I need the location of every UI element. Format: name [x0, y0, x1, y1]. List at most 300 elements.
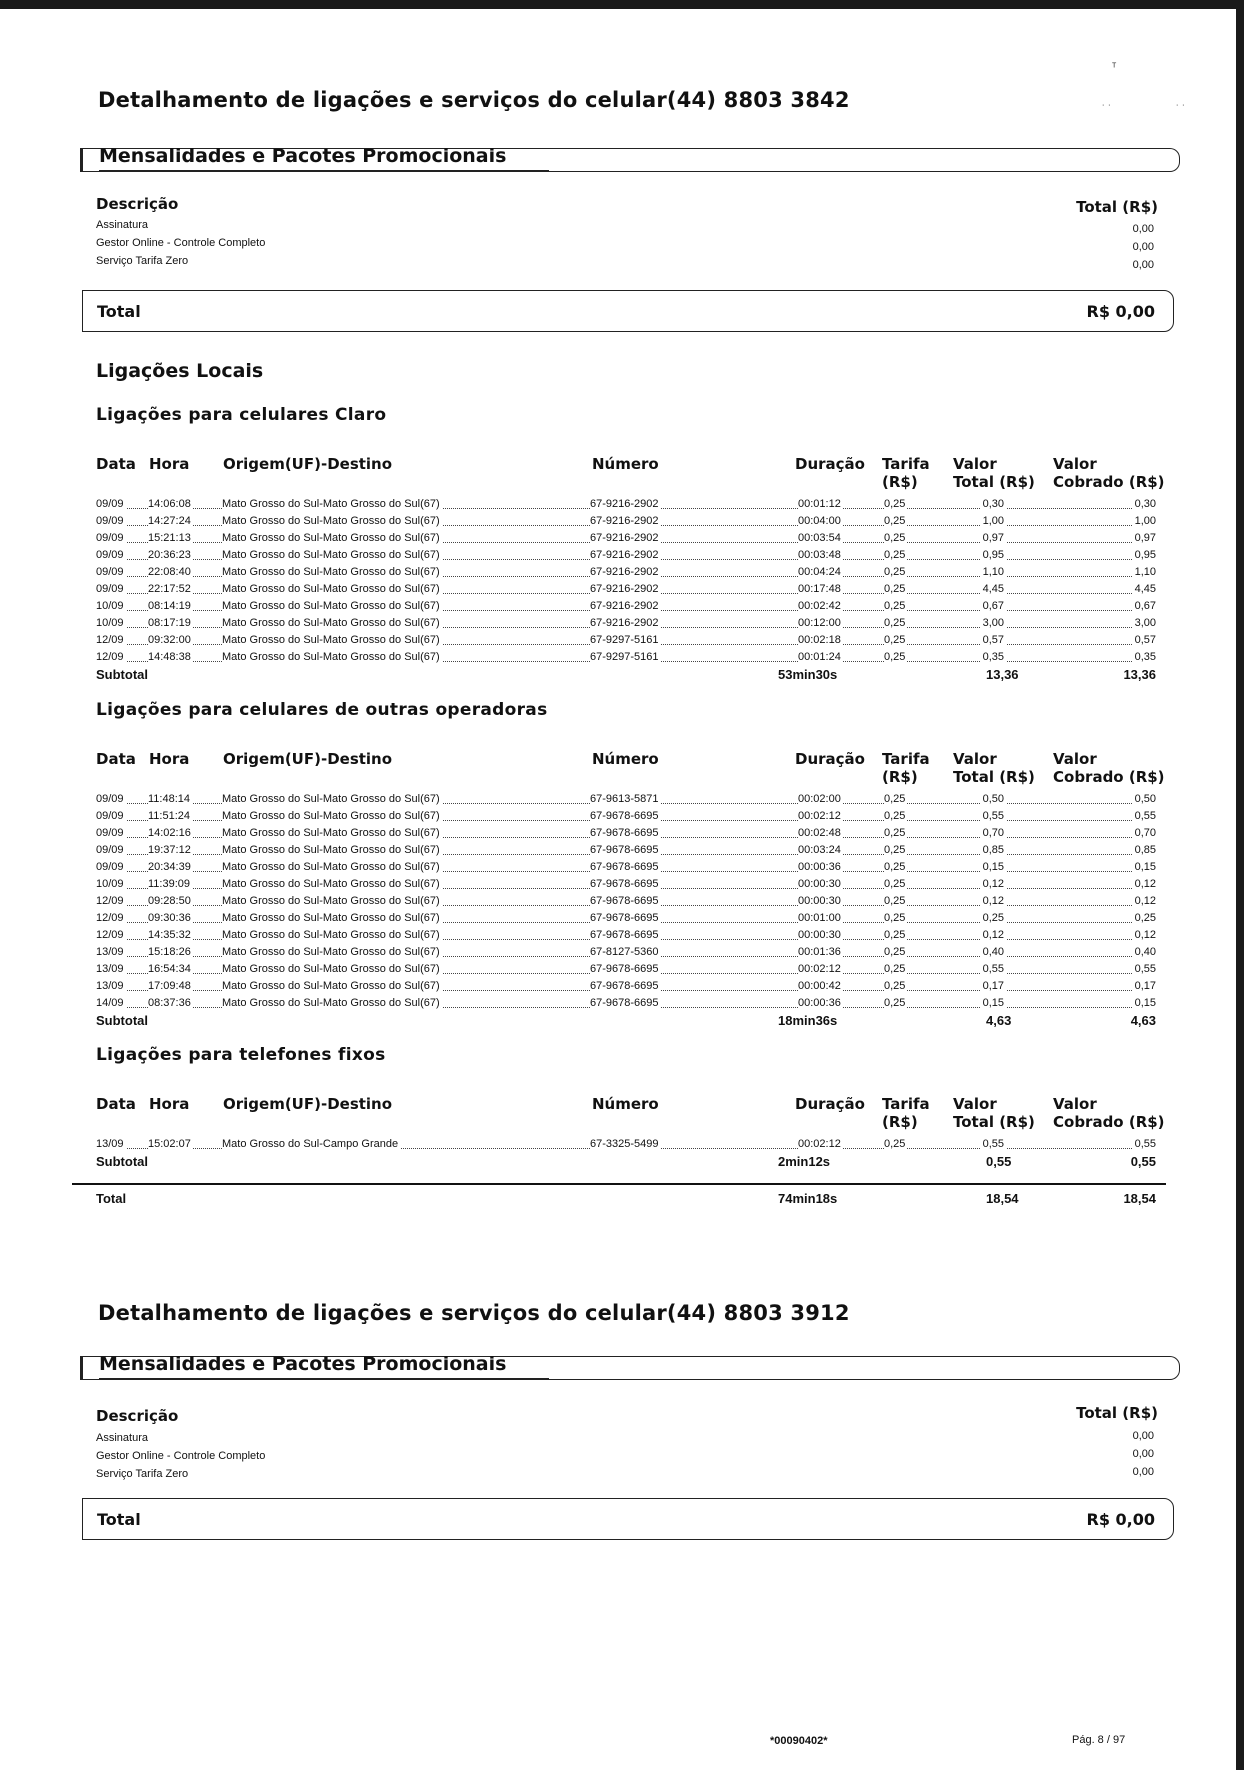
call-number: 67-9216-2902 [590, 615, 661, 632]
call-charged: 0,95 [1133, 547, 1156, 564]
scan-speck: ˙ ˙ [1176, 104, 1186, 115]
call-rate: 0,25 [884, 944, 907, 961]
subtotal-value: 0,55 [986, 1154, 1012, 1169]
call-time: 22:08:40 [148, 564, 193, 581]
call-charged: 0,85 [1133, 842, 1156, 859]
total-label: Total (R$) [1076, 1404, 1158, 1422]
call-row [96, 496, 1156, 513]
call-rate: 0,25 [884, 598, 907, 615]
call-rate: 0,25 [884, 978, 907, 995]
call-value: 0,57 [981, 632, 1006, 649]
section-title: Detalhamento de ligações e serviços do celular(44) 8803 3842 [98, 88, 850, 112]
call-route: Mato Grosso do Sul-Mato Grosso do Sul(67) [222, 893, 442, 910]
call-rate: 0,25 [884, 513, 907, 530]
subtotal-row [96, 1013, 1156, 1031]
call-row [96, 615, 1156, 632]
call-value: 0,85 [981, 842, 1006, 859]
call-group-heading: Ligações para telefones fixos [96, 1045, 386, 1065]
call-date: 09/09 [96, 530, 126, 547]
column-header-tarifa: Tarifa (R$) [882, 1095, 930, 1131]
call-time: 20:36:23 [148, 547, 193, 564]
grand-total-label: Total [96, 1191, 127, 1206]
call-row [96, 842, 1156, 859]
call-duration: 00:03:24 [798, 842, 843, 859]
call-duration: 00:04:00 [798, 513, 843, 530]
call-charged: 0,12 [1133, 927, 1156, 944]
call-charged: 0,57 [1133, 632, 1156, 649]
call-charged: 0,55 [1133, 808, 1156, 825]
call-number: 67-9216-2902 [590, 564, 661, 581]
call-rate: 0,25 [884, 530, 907, 547]
call-value: 4,45 [981, 581, 1006, 598]
call-value: 0,35 [981, 649, 1006, 666]
call-time: 22:17:52 [148, 581, 193, 598]
call-number: 67-9613-5871 [590, 791, 661, 808]
monthly-item-value: 0,00 [1132, 223, 1154, 235]
monthly-item: Assinatura [96, 219, 148, 231]
total-label: Total (R$) [1076, 198, 1158, 216]
total-rule [72, 1183, 1166, 1185]
call-date: 09/09 [96, 513, 126, 530]
call-charged: 4,45 [1133, 581, 1156, 598]
call-time: 14:02:16 [148, 825, 193, 842]
call-value: 0,67 [981, 598, 1006, 615]
call-duration: 00:00:30 [798, 876, 843, 893]
call-number: 67-3325-5499 [590, 1136, 661, 1153]
call-rate: 0,25 [884, 859, 907, 876]
call-charged: 0,35 [1133, 649, 1156, 666]
call-value: 0,12 [981, 893, 1006, 910]
call-charged: 0,40 [1133, 944, 1156, 961]
call-time: 09:28:50 [148, 893, 193, 910]
column-header-valor-cobrado: Valor Cobrado (R$) [1053, 455, 1165, 491]
total-box-value: R$ 0,00 [1086, 302, 1155, 321]
call-value: 0,55 [981, 1136, 1006, 1153]
call-duration: 00:01:00 [798, 910, 843, 927]
call-value: 0,95 [981, 547, 1006, 564]
call-route: Mato Grosso do Sul-Mato Grosso do Sul(67) [222, 944, 442, 961]
call-route: Mato Grosso do Sul-Mato Grosso do Sul(67) [222, 808, 442, 825]
call-charged: 0,55 [1133, 1136, 1156, 1153]
call-row [96, 978, 1156, 995]
subtotal-charged: 4,63 [1130, 1013, 1156, 1028]
call-charged: 0,50 [1133, 791, 1156, 808]
call-date: 12/09 [96, 649, 126, 666]
call-route: Mato Grosso do Sul-Mato Grosso do Sul(67) [222, 530, 442, 547]
call-row [96, 859, 1156, 876]
column-header-numero: Número [592, 750, 659, 768]
call-number: 67-9216-2902 [590, 496, 661, 513]
subtotal-value: 4,63 [986, 1013, 1012, 1028]
call-route: Mato Grosso do Sul-Mato Grosso do Sul(67) [222, 961, 442, 978]
call-duration: 00:02:12 [798, 808, 843, 825]
call-date: 09/09 [96, 791, 126, 808]
call-value: 0,12 [981, 927, 1006, 944]
monthly-header-box [80, 1353, 1180, 1380]
call-value: 0,15 [981, 859, 1006, 876]
call-duration: 00:02:00 [798, 791, 843, 808]
call-time: 08:17:19 [148, 615, 193, 632]
call-value: 0,17 [981, 978, 1006, 995]
column-header-valor-total: Valor Total (R$) [953, 1095, 1035, 1131]
call-rate: 0,25 [884, 496, 907, 513]
call-rate: 0,25 [884, 791, 907, 808]
call-value: 0,50 [981, 791, 1006, 808]
call-route: Mato Grosso do Sul-Mato Grosso do Sul(67) [222, 876, 442, 893]
monthly-item: Serviço Tarifa Zero [96, 255, 189, 267]
call-duration: 00:12:00 [798, 615, 843, 632]
call-row [96, 632, 1156, 649]
call-route: Mato Grosso do Sul-Mato Grosso do Sul(67) [222, 513, 442, 530]
call-time: 16:54:34 [148, 961, 193, 978]
call-route: Mato Grosso do Sul-Mato Grosso do Sul(67) [222, 598, 442, 615]
call-date: 09/09 [96, 808, 126, 825]
call-time: 15:18:26 [148, 944, 193, 961]
call-duration: 00:00:36 [798, 859, 843, 876]
total-box-label: Total [97, 1510, 141, 1529]
subtotal-label: Subtotal [96, 1154, 148, 1169]
call-charged: 0,25 [1133, 910, 1156, 927]
grand-total-charged: 18,54 [1123, 1191, 1156, 1206]
column-header-data: Data [96, 455, 136, 473]
call-row [96, 961, 1156, 978]
column-header-hora: Hora [149, 1095, 190, 1113]
call-value: 0,25 [981, 910, 1006, 927]
call-rate: 0,25 [884, 842, 907, 859]
call-date: 12/09 [96, 632, 126, 649]
call-rate: 0,25 [884, 995, 907, 1012]
call-number: 67-9678-6695 [590, 995, 661, 1012]
call-rate: 0,25 [884, 876, 907, 893]
monthly-header: Mensalidades e Pacotes Promocionais [99, 1353, 507, 1375]
call-route: Mato Grosso do Sul-Mato Grosso do Sul(67) [222, 496, 442, 513]
call-row [96, 876, 1156, 893]
call-charged: 3,00 [1133, 615, 1156, 632]
call-date: 09/09 [96, 859, 126, 876]
call-date: 10/09 [96, 876, 126, 893]
call-duration: 00:00:30 [798, 927, 843, 944]
call-value: 0,15 [981, 995, 1006, 1012]
monthly-item-value: 0,00 [1132, 1448, 1154, 1460]
call-time: 11:39:09 [148, 876, 192, 893]
call-route: Mato Grosso do Sul-Mato Grosso do Sul(67) [222, 978, 442, 995]
call-number: 67-9678-6695 [590, 893, 661, 910]
call-row [96, 910, 1156, 927]
call-row [96, 513, 1156, 530]
call-duration: 00:00:30 [798, 893, 843, 910]
call-duration: 00:02:48 [798, 825, 843, 842]
call-route: Mato Grosso do Sul-Mato Grosso do Sul(67) [222, 581, 442, 598]
call-duration: 00:02:42 [798, 598, 843, 615]
subtotal-row [96, 667, 1156, 685]
call-value: 0,30 [981, 496, 1006, 513]
call-duration: 00:02:12 [798, 961, 843, 978]
desc-label: Descrição [96, 195, 179, 213]
call-time: 20:34:39 [148, 859, 193, 876]
call-rate: 0,25 [884, 893, 907, 910]
call-number: 67-9678-6695 [590, 978, 661, 995]
call-date: 10/09 [96, 598, 126, 615]
call-route: Mato Grosso do Sul-Mato Grosso do Sul(67) [222, 995, 442, 1012]
call-time: 14:35:32 [148, 927, 193, 944]
call-duration: 00:03:54 [798, 530, 843, 547]
call-date: 13/09 [96, 1136, 126, 1153]
call-time: 14:27:24 [148, 513, 193, 530]
call-time: 11:48:14 [148, 791, 192, 808]
call-rate: 0,25 [884, 615, 907, 632]
call-route: Mato Grosso do Sul-Mato Grosso do Sul(67) [222, 910, 442, 927]
total-box-value: R$ 0,00 [1086, 1510, 1155, 1529]
call-charged: 0,55 [1133, 961, 1156, 978]
call-group-heading: Ligações para celulares Claro [96, 405, 387, 425]
call-route: Mato Grosso do Sul-Mato Grosso do Sul(67) [222, 649, 442, 666]
call-charged: 1,10 [1133, 564, 1156, 581]
call-date: 09/09 [96, 496, 126, 513]
monthly-header-box [80, 145, 1180, 172]
call-number: 67-9297-5161 [590, 632, 661, 649]
column-header-duracao: Duração [795, 750, 865, 768]
call-row [96, 808, 1156, 825]
call-date: 09/09 [96, 842, 126, 859]
call-date: 09/09 [96, 564, 126, 581]
call-row [96, 581, 1156, 598]
desc-label: Descrição [96, 1407, 179, 1425]
call-route: Mato Grosso do Sul-Mato Grosso do Sul(67) [222, 564, 442, 581]
call-number: 67-9216-2902 [590, 598, 661, 615]
call-route: Mato Grosso do Sul-Mato Grosso do Sul(67) [222, 859, 442, 876]
call-value: 0,40 [981, 944, 1006, 961]
call-row [96, 791, 1156, 808]
column-header-numero: Número [592, 1095, 659, 1113]
call-number: 67-9678-6695 [590, 842, 661, 859]
call-value: 1,00 [981, 513, 1006, 530]
call-value: 0,70 [981, 825, 1006, 842]
column-header-hora: Hora [149, 750, 190, 768]
column-header-data: Data [96, 1095, 136, 1113]
call-date: 09/09 [96, 581, 126, 598]
page-number: Pág. 8 / 97 [1072, 1734, 1126, 1746]
call-time: 14:06:08 [148, 496, 193, 513]
scan-speck: ˙ ˙ [1102, 104, 1112, 115]
monthly-total-box [82, 290, 1174, 332]
call-row [96, 649, 1156, 666]
call-row [96, 995, 1156, 1012]
monthly-item-value: 0,00 [1132, 1466, 1154, 1478]
column-header-origem: Origem(UF)-Destino [223, 750, 393, 768]
call-rate: 0,25 [884, 581, 907, 598]
subtotal-label: Subtotal [96, 1013, 148, 1028]
call-number: 67-9216-2902 [590, 530, 661, 547]
call-date: 12/09 [96, 910, 126, 927]
monthly-item-value: 0,00 [1132, 1430, 1154, 1442]
call-duration: 00:02:18 [798, 632, 843, 649]
subtotal-charged: 13,36 [1123, 667, 1156, 682]
call-value: 0,12 [981, 876, 1006, 893]
subtotal-label: Subtotal [96, 667, 148, 682]
call-rate: 0,25 [884, 547, 907, 564]
column-header-tarifa: Tarifa (R$) [882, 455, 930, 491]
call-row [96, 927, 1156, 944]
call-number: 67-8127-5360 [590, 944, 661, 961]
call-number: 67-9216-2902 [590, 513, 661, 530]
document-barcode-text: *00090402* [770, 1735, 828, 1747]
call-rate: 0,25 [884, 808, 907, 825]
call-rate: 0,25 [884, 1136, 907, 1153]
call-charged: 0,15 [1133, 995, 1156, 1012]
call-route: Mato Grosso do Sul-Mato Grosso do Sul(67) [222, 632, 442, 649]
scan-right-edge [1236, 0, 1244, 1770]
local-calls-heading: Ligações Locais [96, 360, 264, 382]
call-row [96, 825, 1156, 842]
call-duration: 00:01:24 [798, 649, 843, 666]
call-date: 10/09 [96, 615, 126, 632]
monthly-item-value: 0,00 [1132, 259, 1154, 271]
call-value: 0,55 [981, 808, 1006, 825]
call-number: 67-9678-6695 [590, 961, 661, 978]
call-date: 12/09 [96, 927, 126, 944]
total-box-label: Total [97, 302, 141, 321]
call-duration: 00:03:48 [798, 547, 843, 564]
call-row [96, 893, 1156, 910]
call-duration: 00:17:48 [798, 581, 843, 598]
column-header-valor-cobrado: Valor Cobrado (R$) [1053, 750, 1165, 786]
call-time: 08:14:19 [148, 598, 193, 615]
call-time: 11:51:24 [148, 808, 192, 825]
call-date: 14/09 [96, 995, 126, 1012]
call-duration: 00:00:36 [798, 995, 843, 1012]
subtotal-row [96, 1154, 1156, 1172]
column-header-valor-cobrado: Valor Cobrado (R$) [1053, 1095, 1165, 1131]
call-route: Mato Grosso do Sul-Mato Grosso do Sul(67) [222, 842, 442, 859]
call-route: Mato Grosso do Sul-Mato Grosso do Sul(67) [222, 791, 442, 808]
call-number: 67-9678-6695 [590, 825, 661, 842]
call-date: 12/09 [96, 893, 126, 910]
call-date: 09/09 [96, 547, 126, 564]
monthly-item: Serviço Tarifa Zero [96, 1468, 189, 1480]
column-header-duracao: Duração [795, 455, 865, 473]
column-header-duracao: Duração [795, 1095, 865, 1113]
call-route: Mato Grosso do Sul-Mato Grosso do Sul(67) [222, 615, 442, 632]
call-row [96, 547, 1156, 564]
call-charged: 0,12 [1133, 893, 1156, 910]
scan-speck: ᵀ [1112, 62, 1117, 73]
column-header-valor-total: Valor Total (R$) [953, 455, 1035, 491]
call-duration: 00:00:42 [798, 978, 843, 995]
call-route: Mato Grosso do Sul-Mato Grosso do Sul(67) [222, 927, 442, 944]
call-number: 67-9678-6695 [590, 910, 661, 927]
monthly-item-value: 0,00 [1132, 241, 1154, 253]
call-rate: 0,25 [884, 564, 907, 581]
call-charged: 0,12 [1133, 876, 1156, 893]
call-date: 09/09 [96, 825, 126, 842]
call-charged: 0,67 [1133, 598, 1156, 615]
column-header-data: Data [96, 750, 136, 768]
section-title: Detalhamento de ligações e serviços do celular(44) 8803 3912 [98, 1301, 850, 1325]
grand-total-duration: 74min18s [778, 1191, 838, 1206]
call-value: 3,00 [981, 615, 1006, 632]
call-route: Mato Grosso do Sul-Campo Grande [222, 1136, 400, 1153]
call-time: 17:09:48 [148, 978, 193, 995]
call-row [96, 598, 1156, 615]
call-duration: 00:01:12 [798, 496, 843, 513]
call-rate: 0,25 [884, 910, 907, 927]
call-number: 67-9678-6695 [590, 876, 661, 893]
call-group-heading: Ligações para celulares de outras operadoras [96, 700, 548, 720]
call-value: 0,55 [981, 961, 1006, 978]
call-charged: 0,15 [1133, 859, 1156, 876]
call-route: Mato Grosso do Sul-Mato Grosso do Sul(67) [222, 547, 442, 564]
column-header-tarifa: Tarifa (R$) [882, 750, 930, 786]
subtotal-value: 13,36 [986, 667, 1019, 682]
call-charged: 0,30 [1133, 496, 1156, 513]
column-header-numero: Número [592, 455, 659, 473]
call-time: 09:30:36 [148, 910, 193, 927]
call-charged: 0,97 [1133, 530, 1156, 547]
monthly-item: Assinatura [96, 1432, 148, 1444]
call-row [96, 530, 1156, 547]
call-date: 13/09 [96, 978, 126, 995]
subtotal-duration: 2min12s [778, 1154, 831, 1169]
call-row [96, 1136, 1156, 1153]
call-charged: 0,70 [1133, 825, 1156, 842]
call-charged: 1,00 [1133, 513, 1156, 530]
call-time: 19:37:12 [148, 842, 193, 859]
scan-top-edge [0, 0, 1244, 9]
subtotal-charged: 0,55 [1130, 1154, 1156, 1169]
subtotal-duration: 18min36s [778, 1013, 838, 1028]
call-rate: 0,25 [884, 927, 907, 944]
call-charged: 0,17 [1133, 978, 1156, 995]
call-number: 67-9678-6695 [590, 808, 661, 825]
monthly-item: Gestor Online - Controle Completo [96, 1450, 266, 1462]
call-row [96, 944, 1156, 961]
call-rate: 0,25 [884, 649, 907, 666]
grand-total-row [96, 1191, 1156, 1209]
call-time: 15:02:07 [148, 1136, 193, 1153]
call-duration: 00:01:36 [798, 944, 843, 961]
call-rate: 0,25 [884, 825, 907, 842]
grand-total-value: 18,54 [986, 1191, 1019, 1206]
call-duration: 00:04:24 [798, 564, 843, 581]
column-header-origem: Origem(UF)-Destino [223, 1095, 393, 1113]
monthly-header: Mensalidades e Pacotes Promocionais [99, 145, 507, 167]
call-value: 0,97 [981, 530, 1006, 547]
call-number: 67-9297-5161 [590, 649, 661, 666]
call-time: 15:21:13 [148, 530, 193, 547]
call-number: 67-9216-2902 [590, 581, 661, 598]
call-time: 08:37:36 [148, 995, 193, 1012]
call-rate: 0,25 [884, 632, 907, 649]
call-number: 67-9678-6695 [590, 859, 661, 876]
column-header-hora: Hora [149, 455, 190, 473]
call-row [96, 564, 1156, 581]
call-date: 13/09 [96, 944, 126, 961]
call-number: 67-9678-6695 [590, 927, 661, 944]
call-time: 09:32:00 [148, 632, 193, 649]
subtotal-duration: 53min30s [778, 667, 838, 682]
call-value: 1,10 [981, 564, 1006, 581]
monthly-item: Gestor Online - Controle Completo [96, 237, 266, 249]
call-rate: 0,25 [884, 961, 907, 978]
call-time: 14:48:38 [148, 649, 193, 666]
column-header-origem: Origem(UF)-Destino [223, 455, 393, 473]
call-duration: 00:02:12 [798, 1136, 843, 1153]
call-date: 13/09 [96, 961, 126, 978]
call-number: 67-9216-2902 [590, 547, 661, 564]
monthly-total-box [82, 1498, 1174, 1540]
column-header-valor-total: Valor Total (R$) [953, 750, 1035, 786]
call-route: Mato Grosso do Sul-Mato Grosso do Sul(67) [222, 825, 442, 842]
